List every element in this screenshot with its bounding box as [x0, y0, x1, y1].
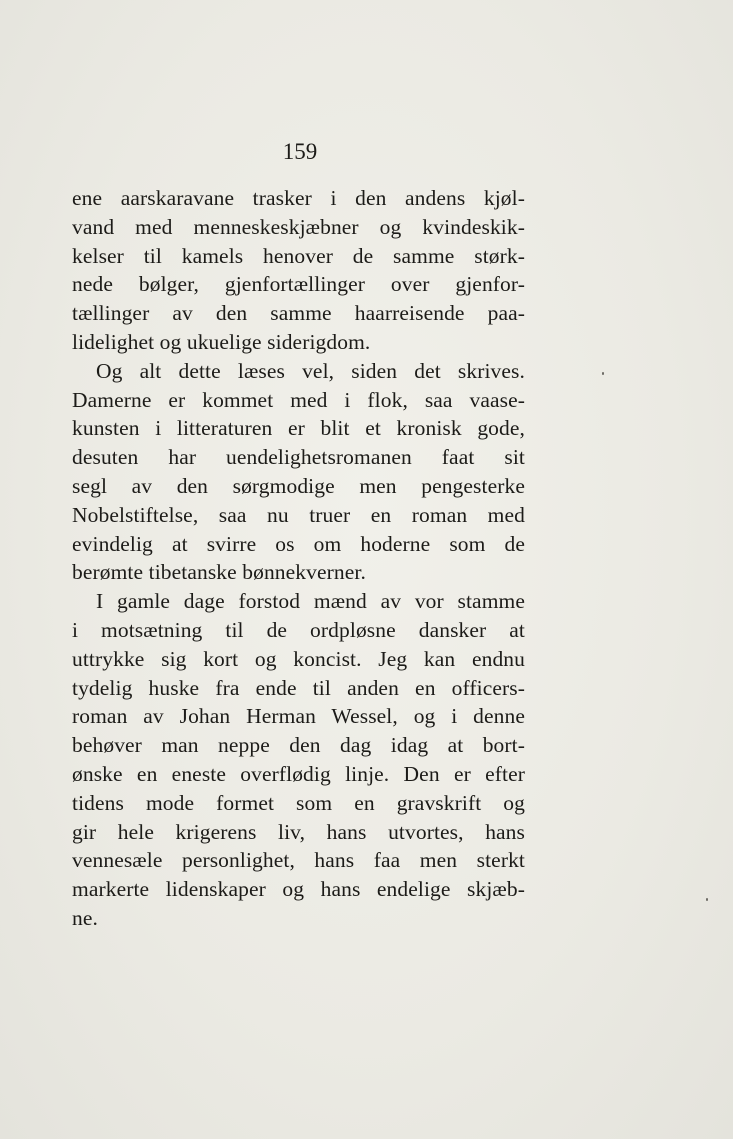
text-line: Og alt dette læses vel, siden det skrives. [96, 358, 525, 383]
text-line: berømte tibetanske bønnekverner. [72, 560, 366, 585]
text-line: ne. [72, 905, 98, 930]
text-line: tidens mode formet som en gravskrift og [72, 790, 525, 815]
text-line: roman av Johan Herman Wessel, og i denne [72, 704, 525, 729]
text-line: vand med menneskeskjæbner og kvindeskik- [72, 214, 525, 239]
text-line: tydelig huske fra ende til anden en officers- [72, 675, 525, 700]
text-line: i motsætning til de ordpløsne dansker at [72, 617, 525, 642]
text-line: lidelighet og ukuelige siderigdom. [72, 329, 371, 354]
text-line: tællinger av den samme haarreisende paa- [72, 301, 525, 326]
text-line: Damerne er kommet med i flok, saa vaase- [72, 387, 525, 412]
text-line: evindelig at svirre os om hoderne som de [72, 531, 525, 556]
text-line: nede bølger, gjenfortællinger over gjenfor- [72, 272, 525, 297]
text-line: behøver man neppe den dag idag at bort- [72, 733, 525, 758]
text-line: markerte lidenskaper og hans endelige skjæb- [72, 877, 525, 902]
text-line: I gamle dage forstod mænd av vor stamme [96, 589, 525, 614]
text-line: desuten har uendelighetsromanen faat sit [72, 445, 525, 470]
text-line: kelser til kamels henover de samme størk- [72, 243, 525, 268]
text-line: Nobelstiftelse, saa nu truer en roman med [72, 502, 525, 527]
text-line: ønske en eneste overflødig linje. Den er efter [72, 761, 525, 786]
paper-speck [706, 898, 708, 901]
body-text [72, 184, 525, 933]
paper-speck [602, 372, 604, 375]
text-line: kunsten i litteraturen er blit et kronisk gode, [72, 416, 525, 441]
page-number: 159 [282, 139, 318, 164]
text-line: uttrykke sig kort og koncist. Jeg kan endnu [72, 646, 525, 671]
text-line: segl av den sørgmodige men pengesterke [72, 473, 525, 498]
text-line: ene aarskaravane trasker i den andens kjøl- [72, 186, 525, 210]
text-line: gir hele krigerens liv, hans utvortes, hans [72, 819, 525, 844]
text-line: vennesæle personlighet, hans faa men sterkt [72, 848, 525, 873]
